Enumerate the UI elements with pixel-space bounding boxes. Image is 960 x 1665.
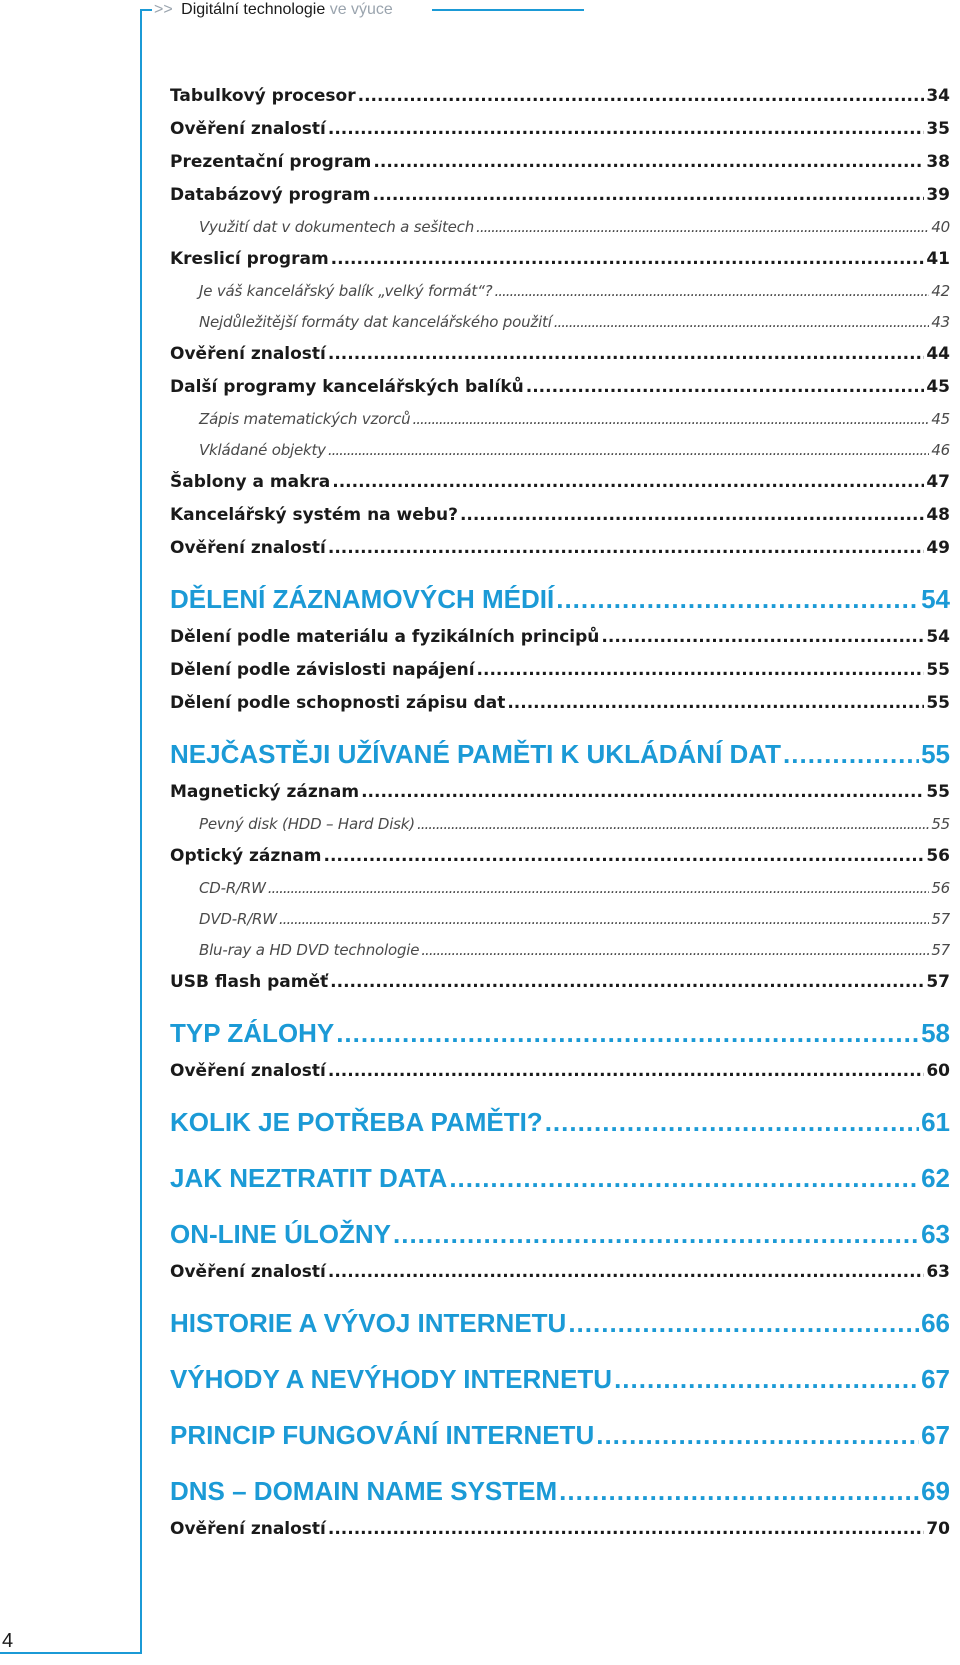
dot-leader [361, 776, 924, 809]
dot-leader [332, 466, 924, 499]
dot-leader [324, 840, 925, 873]
toc-entry-page: 40 [931, 218, 950, 236]
toc-entry-page: 57 [926, 972, 950, 992]
toc-entry-title: Tabulkový procesor [170, 86, 356, 106]
toc-entry-title: Pevný disk (HDD – Hard Disk) [199, 815, 415, 833]
dot-leader [596, 1413, 919, 1457]
dot-leader [783, 732, 919, 776]
toc-entry-page: 55 [926, 660, 950, 680]
toc-entry-title: VÝHODY A NEVÝHODY INTERNETU [170, 1364, 613, 1394]
toc-entry-title: Magnetický záznam [170, 782, 360, 802]
toc-entry[interactable] [170, 1513, 950, 1546]
dot-leader [477, 654, 925, 687]
toc-entry[interactable] [170, 435, 950, 466]
dot-leader [507, 687, 924, 720]
dot-leader [328, 338, 924, 371]
toc-entry-page: 67 [921, 1364, 950, 1394]
toc-chapter-entry[interactable] [170, 1413, 950, 1457]
toc-entry-title: Optický záznam [170, 846, 322, 866]
toc-entry-page: 56 [926, 846, 950, 866]
dot-leader [556, 577, 919, 621]
toc-entry[interactable] [170, 404, 950, 435]
toc-entry-page: 45 [926, 377, 950, 397]
toc-chapter-entry[interactable] [170, 1301, 950, 1345]
toc-entry-title: CD-R/RW [199, 879, 266, 897]
toc-entry-page: 44 [926, 344, 950, 364]
dot-leader [413, 404, 930, 435]
frame-bottom-rule [0, 1652, 142, 1654]
toc-entry[interactable] [170, 904, 950, 935]
toc-chapter-entry[interactable] [170, 732, 950, 776]
frame-top-rule [432, 9, 584, 11]
dot-leader [373, 146, 924, 179]
dot-leader [358, 80, 925, 113]
toc-entry-title: USB flash paměť [170, 972, 329, 992]
toc-entry-title: Kancelářský systém na webu? [170, 505, 458, 525]
toc-entry-title: Ověření znalostí [170, 538, 326, 558]
toc-entry-title: Dělení podle schopnosti zápisu dat [170, 693, 506, 713]
toc-entry-title: Dělení podle závislosti napájení [170, 660, 475, 680]
toc-entry[interactable] [170, 1055, 950, 1088]
dot-leader [568, 1301, 919, 1345]
dot-leader [328, 1256, 924, 1289]
toc-entry[interactable] [170, 243, 950, 276]
toc-entry-page: 35 [926, 119, 950, 139]
dot-leader [328, 435, 929, 466]
dot-leader [554, 307, 930, 338]
frame-vertical-line [140, 9, 142, 1653]
toc-entry-title: Kreslicí program [170, 249, 329, 269]
toc-entry-page: 55 [926, 693, 950, 713]
toc-entry[interactable] [170, 654, 950, 687]
toc-entry-page: 55 [921, 739, 950, 769]
toc-entry-page: 66 [921, 1308, 950, 1338]
dot-leader [372, 179, 924, 212]
dot-leader [328, 1513, 924, 1546]
toc-entry-title: PRINCIP FUNGOVÁNÍ INTERNETU [170, 1420, 595, 1450]
header-arrows: >> [154, 1, 173, 18]
dot-leader [328, 113, 924, 146]
toc-entry-page: 38 [926, 152, 950, 172]
toc-entry-title: Dělení podle materiálu a fyzikálních principů [170, 627, 600, 647]
toc-entry-title: Blu-ray a HD DVD technologie [199, 941, 420, 959]
toc-entry[interactable] [170, 80, 950, 113]
dot-leader [328, 1055, 924, 1088]
toc-entry-page: 63 [921, 1219, 950, 1249]
toc-entry-page: 56 [931, 879, 950, 897]
toc-entry[interactable] [170, 776, 950, 809]
toc-entry-page: 34 [926, 86, 950, 106]
toc-entry[interactable] [170, 371, 950, 404]
toc-entry-title: DĚLENÍ ZÁZNAMOVÝCH MÉDIÍ [170, 584, 555, 614]
header-subtitle: ve výuce [329, 1, 393, 18]
toc-entry[interactable] [170, 809, 950, 840]
toc-entry[interactable] [170, 276, 950, 307]
toc-entry[interactable] [170, 146, 950, 179]
toc-entry-page: 57 [931, 941, 950, 959]
toc-chapter-entry[interactable] [170, 577, 950, 621]
toc-entry[interactable] [170, 179, 950, 212]
toc-entry-page: 46 [931, 441, 950, 459]
toc-chapter-entry[interactable] [170, 1212, 950, 1256]
toc-entry-title: Další programy kancelářských balíků [170, 377, 524, 397]
dot-leader [331, 243, 925, 276]
toc-entry-title: TYP ZÁLOHY [170, 1018, 335, 1048]
toc-entry-title: Využití dat v dokumentech a sešitech [199, 218, 475, 236]
toc-entry[interactable] [170, 499, 950, 532]
toc-entry-title: Je váš kancelářský balík „velký formát“? [199, 282, 493, 300]
page-number: 4 [2, 1630, 14, 1652]
dot-leader [336, 1011, 919, 1055]
dot-leader [417, 809, 929, 840]
dot-leader [268, 873, 930, 904]
toc-entry[interactable] [170, 338, 950, 371]
toc-entry[interactable] [170, 840, 950, 873]
toc-entry-page: 54 [921, 584, 950, 614]
dot-leader [545, 1100, 919, 1144]
toc-entry-page: 43 [931, 313, 950, 331]
toc-entry-page: 57 [931, 910, 950, 928]
toc-entry[interactable] [170, 687, 950, 720]
toc-entry-page: 58 [921, 1018, 950, 1048]
toc-entry-page: 54 [926, 627, 950, 647]
dot-leader [460, 499, 924, 532]
toc-entry-title: HISTORIE A VÝVOJ INTERNETU [170, 1308, 567, 1338]
dot-leader [421, 935, 929, 966]
toc-entry-page: 55 [926, 782, 950, 802]
toc-entry-page: 67 [921, 1420, 950, 1450]
toc-entry-title: DVD-R/RW [199, 910, 277, 928]
toc-entry-page: 63 [926, 1262, 950, 1282]
toc-entry[interactable] [170, 621, 950, 654]
toc-entry-title: NEJČASTĚJI UŽÍVANÉ PAMĚTI K UKLÁDÁNÍ DAT [170, 739, 782, 769]
toc-entry[interactable] [170, 307, 950, 338]
dot-leader [449, 1156, 919, 1200]
toc-entry[interactable] [170, 212, 950, 243]
toc-entry[interactable] [170, 873, 950, 904]
toc-chapter-entry[interactable] [170, 1011, 950, 1055]
dot-leader [476, 212, 929, 243]
toc-entry[interactable] [170, 935, 950, 966]
toc-entry-page: 47 [926, 472, 950, 492]
toc-entry-title: Ověření znalostí [170, 1262, 326, 1282]
dot-leader [328, 532, 924, 565]
toc-entry-title: Ověření znalostí [170, 1519, 326, 1539]
toc-entry-title: Vkládané objekty [199, 441, 326, 459]
toc-chapter-entry[interactable] [170, 1469, 950, 1513]
toc-entry-page: 45 [931, 410, 950, 428]
toc-entry-title: Ověření znalostí [170, 1061, 326, 1081]
toc-entry-title: Ověření znalostí [170, 119, 326, 139]
toc-entry-title: ON-LINE ÚLOŽNY [170, 1219, 391, 1249]
toc-chapter-entry[interactable] [170, 1100, 950, 1144]
toc-entry-page: 62 [921, 1163, 950, 1193]
toc-entry-page: 60 [926, 1061, 950, 1081]
toc-entry[interactable] [170, 113, 950, 146]
toc-entry[interactable] [170, 1256, 950, 1289]
toc-entry-page: 39 [926, 185, 950, 205]
toc-entry-page: 42 [931, 282, 950, 300]
dot-leader [393, 1212, 919, 1256]
dot-leader [614, 1357, 919, 1401]
dot-leader [279, 904, 929, 935]
toc-entry-page: 61 [921, 1107, 950, 1137]
dot-leader [494, 276, 929, 307]
dot-leader [601, 621, 924, 654]
toc-entry-page: 48 [926, 505, 950, 525]
toc-entry-title: DNS – DOMAIN NAME SYSTEM [170, 1476, 558, 1506]
toc-entry-title: KOLIK JE POTŘEBA PAMĚTI? [170, 1107, 543, 1137]
toc-entry-title: Prezentační program [170, 152, 372, 172]
toc-entry-title: Zápis matematických vzorců [199, 410, 411, 428]
toc-entry-title: Ověření znalostí [170, 344, 326, 364]
toc-entry-page: 49 [926, 538, 950, 558]
running-header [154, 0, 393, 20]
toc-entry-title: JAK NEZTRATIT DATA [170, 1163, 448, 1193]
frame-top-tick [140, 9, 152, 11]
dot-leader [559, 1469, 919, 1513]
toc-entry-title: Databázový program [170, 185, 371, 205]
dot-leader [526, 371, 925, 404]
table-of-contents [170, 80, 950, 1546]
toc-entry[interactable] [170, 966, 950, 999]
dot-leader [330, 966, 924, 999]
header-title: Digitální technologie [181, 1, 326, 18]
toc-chapter-entry[interactable] [170, 1156, 950, 1200]
toc-entry-page: 41 [926, 249, 950, 269]
toc-entry-title: Nejdůležitější formáty dat kancelářského použití [199, 313, 552, 331]
toc-entry-page: 55 [931, 815, 950, 833]
toc-entry[interactable] [170, 532, 950, 565]
toc-chapter-entry[interactable] [170, 1357, 950, 1401]
toc-entry-title: Šablony a makra [170, 472, 331, 492]
toc-entry-page: 69 [921, 1476, 950, 1506]
toc-entry-page: 70 [926, 1519, 950, 1539]
toc-entry[interactable] [170, 466, 950, 499]
